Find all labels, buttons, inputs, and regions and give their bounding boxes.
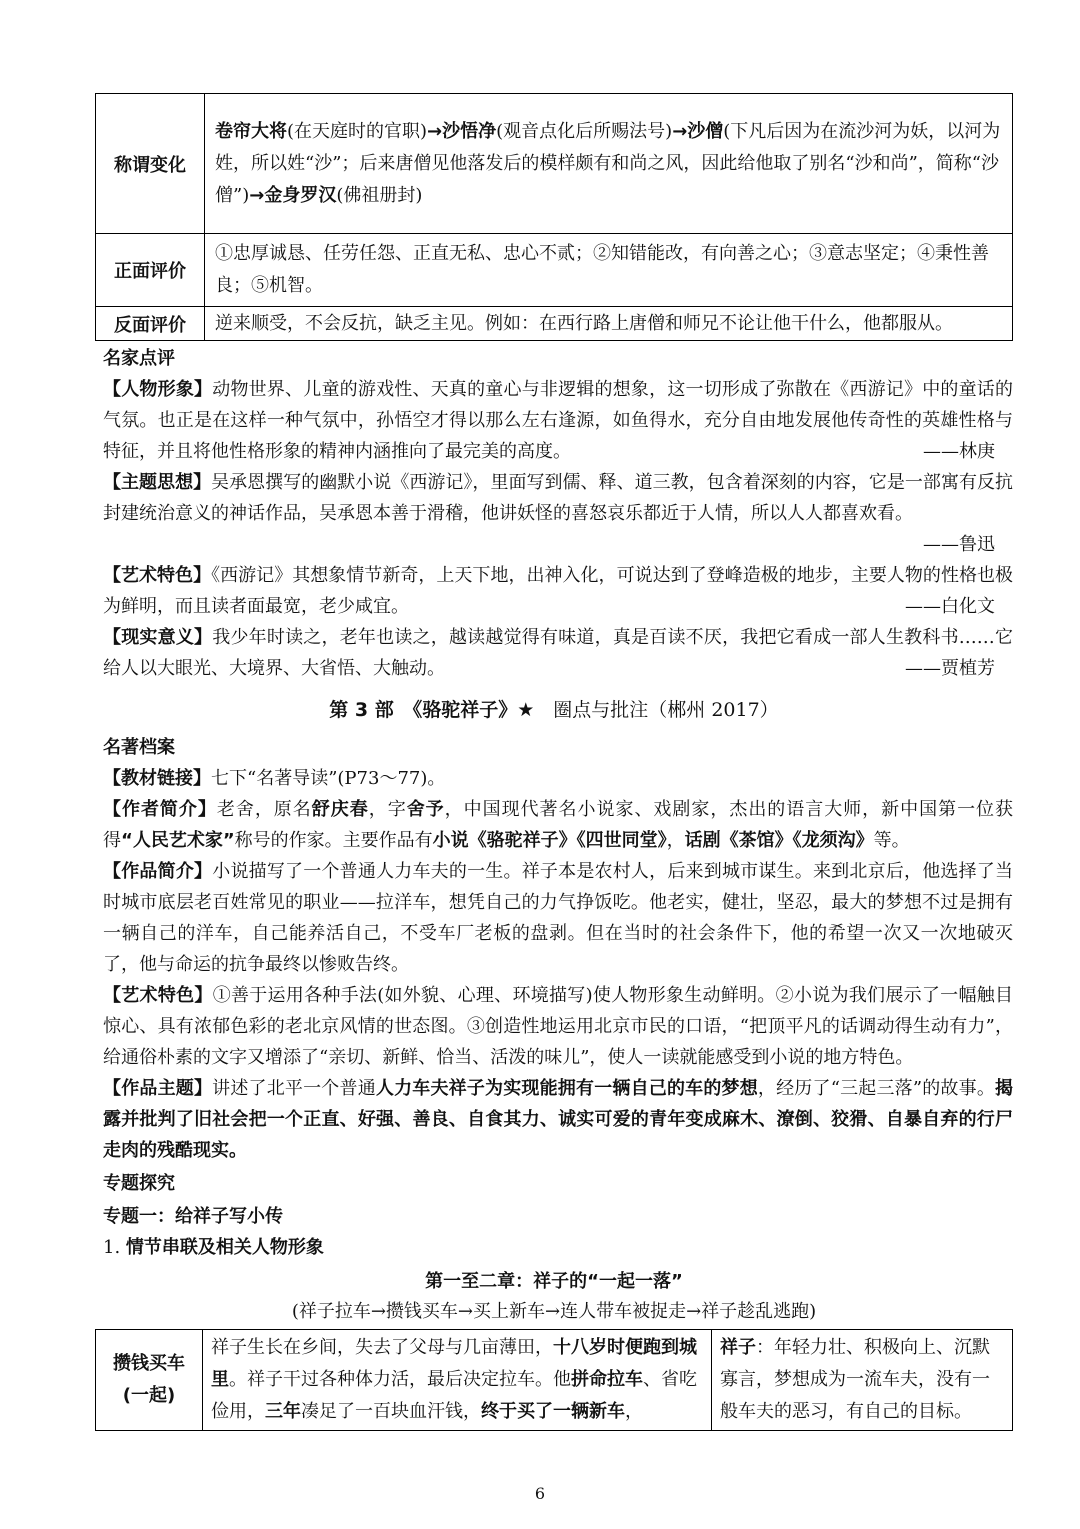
attribution: ——鲁迅 (923, 534, 995, 555)
text-segment: (观音点化后所赐法号) (496, 120, 673, 142)
row-head-titles: 称谓变化 (96, 94, 205, 234)
art-text: ①善于运用各种手法(如外貌、心理、环境描写)使人物形象生动鲜明。②小说为我们展示了一幅触目惊心、具有浓郁色彩的老北京风情的世态图。③创造性地运用北京市民的口语，“把顶平凡的话调动得生动有力”，给通俗朴素的文字又增添了“亲切、新鲜、恰当、活泼的味儿”，使人一读就能感受到小说的地方特色。 (103, 985, 1014, 1068)
bold-text-segment: 祥子 (720, 1337, 756, 1358)
table-row (96, 307, 1013, 341)
bold-text-segment: 话剧《茶馆》《龙须沟》 (684, 830, 874, 851)
bold-text-segment: →沙僧 (672, 120, 724, 142)
row-head-positive: 正面评价 (96, 234, 205, 307)
text-segment: 。祥子干过各种体力活，最后决定拉车。他 (229, 1369, 571, 1390)
work-theme (103, 1073, 1013, 1166)
text-segment: 祥子生长在乡间，失去了父母与几亩薄田， (211, 1337, 553, 1358)
archive-heading: 名著档案 (103, 737, 175, 758)
tag-label: 【作者简介】 (103, 799, 217, 820)
attribution: ——白化文 (905, 596, 995, 617)
text-segment: ，字 (368, 799, 407, 820)
plot-cell (203, 1330, 712, 1431)
character-cell (712, 1330, 1013, 1431)
text-segment: (在天庭时的官职) (287, 120, 428, 142)
bold-text-segment: 十八岁时便跑到城里 (211, 1337, 697, 1390)
bold-text-segment: 舒庆春 (311, 799, 369, 820)
critic-heading: 名家点评 (103, 348, 175, 369)
critic-text: 我少年时读之，老年也读之，越读越觉得有味道，真是百读不厌，我把它看成一部人生教科书……它给人以大眼光、大境界、大省悟、大触动。 (103, 627, 1013, 679)
tag-label: 【艺术特色】 (103, 985, 213, 1006)
critic-reality (103, 622, 1013, 684)
critic-character (103, 374, 1013, 467)
tag-label: 【艺术特色】 (103, 565, 212, 586)
subsection-title: 情节串联及相关人物形象 (125, 1237, 324, 1258)
critic-text: 《西游记》其想象情节新奇，上天下地，出神入化，可说达到了登峰造极的地步，主要人物的性格也极为鲜明，而且读者面最宽，老少咸宜。 (103, 565, 1014, 617)
critic-art (103, 560, 1013, 622)
tag-label: 【现实意义】 (103, 627, 213, 648)
table-row (96, 1330, 1013, 1431)
bold-text-segment: 人力车夫祥子为实现能拥有一辆自己的车的梦想 (375, 1078, 758, 1099)
bold-text-segment: 舍予 (406, 799, 445, 820)
text-segment: 讲述了北平一个普通 (212, 1078, 376, 1099)
negative-eval-cell: 逆来顺受，不会反抗，缺乏主见。例如：在西行路上唐僧和师兄不论让他干什么，他都服从。 (205, 307, 1013, 341)
attribution: ——林庚 (923, 441, 995, 462)
bold-text-segment: →金身罗汉 (249, 184, 337, 206)
author-intro (103, 794, 1013, 856)
part3-title (95, 690, 1013, 730)
bold-text-segment: 三年 (265, 1401, 301, 1422)
critic-theme (103, 467, 1013, 529)
tag-label: 【人物形象】 (103, 379, 213, 400)
link-text: 七下“名著导读”(P73～77)。 (211, 768, 446, 789)
part3-title-rest: 圈点与批注（郴州 2017） (534, 699, 779, 721)
subsection-1 (103, 1232, 1013, 1263)
plot-row-head (96, 1330, 203, 1431)
text-segment: 凑足了一百块血汗钱， (301, 1401, 481, 1422)
bold-text-segment: 揭露并批判了旧社会把一个正直、好强、善良、自食其力、诚实可爱的青年变成麻木、潦倒、狡猾、自暴自弃的行尸走肉的残酷现实。 (103, 1078, 1014, 1161)
chapter-title: 第一至二章：祥子的“一起一落” (425, 1271, 683, 1292)
bold-text-segment: “人民艺术家” (121, 830, 235, 851)
text-segment: ， (625, 1401, 643, 1422)
bold-text-segment: 拼命拉车 (571, 1369, 643, 1390)
tag-label: 【作品主题】 (103, 1078, 213, 1099)
author-text (103, 799, 1013, 851)
text-segment: 称号的作家。主要作品有 (234, 830, 433, 851)
table-row (96, 234, 1013, 307)
page-content (95, 93, 1013, 1431)
tag-label: 【主题思想】 (103, 472, 212, 493)
row-head-negative: 反面评价 (96, 307, 205, 341)
attribution: ——贾植芳 (905, 658, 995, 679)
table-row (96, 94, 1013, 234)
positive-eval-cell: ①忠厚诚恳、任劳任怨、正直无私、忠心不贰；②知错能改，有向善之心；③意志坚定；④秉性善良；⑤机智。 (205, 234, 1013, 307)
sha-seng-table (95, 93, 1013, 341)
tag-label: 【教材链接】 (103, 768, 211, 789)
text-segment: ：年轻力壮、积极向上、沉默寡言，梦想成为一流车夫，没有一般车夫的恶习，有自己的目标。 (720, 1337, 990, 1422)
theme-text (103, 1078, 1013, 1161)
critic-text: 动物世界、儿童的游戏性、天真的童心与非逻辑的想象，这一切形成了弥散在《西游记》中的童话的气氛。也正是在这样一种气氛中，孙悟空才得以那么左右逢源，如鱼得水，充分自由地发展他传奇性的英雄性格与特征，并且将他性格形象的精神内涵推向了最完美的高度。 (103, 379, 1014, 462)
work-text: 小说描写了一个普通人力车夫的一生。祥子本是农村人，后来到城市谋生。来到北京后，他选择了当时城市底层老百姓常见的职业——拉洋车，想凭自己的力气挣饭吃。他老实，健壮，坚忍，最大的梦想不过是拥有一辆自己的洋车，自己能养活自己，不受车厂老板的盘剥。但在当时的社会条件下，他的希望一次又一次地破灭了，他与命运的抗争最终以惨败告终。 (103, 861, 1014, 975)
part3-title-bold: 第 3 部 《骆驼祥子》★ (329, 699, 535, 721)
subsection-number: 1. (103, 1237, 121, 1258)
text-segment: 等。 (873, 830, 910, 851)
tag-label: 【作品简介】 (103, 861, 213, 882)
bold-text-segment: →沙悟净 (427, 120, 497, 142)
text-segment: ， (666, 830, 685, 851)
plot-row-head-line2: (一起) (122, 1385, 176, 1406)
page-number: 6 (534, 1484, 546, 1503)
topic1-heading: 专题一：给祥子写小传 (103, 1206, 283, 1227)
text-segment: (下凡后因为在流沙河为妖，以河为 姓，所以姓“沙”；后来唐僧见他落发后的模样颇有和尚之风，因此给他取了别名“沙和尚”，简称“沙僧”) (215, 120, 1001, 206)
work-intro (103, 856, 1013, 980)
text-segment: ，经历了“三起三落”的故事。 (757, 1078, 996, 1099)
art-features (103, 980, 1013, 1073)
plot-table (95, 1329, 1013, 1431)
textbook-link (103, 763, 1013, 794)
bold-text-segment: 终于买了一辆新车 (481, 1401, 625, 1422)
text-segment: ，中国现代著名小说家、戏剧家，杰出的语言大师，新中国第一位获得 (103, 799, 1014, 851)
text-segment: (佛祖册封) (336, 184, 423, 206)
text-segment: 、省吃俭用， (211, 1369, 697, 1422)
chapter-summary: (祥子拉车→攒钱买车→买上新车→连人带车被捉走→祥子趁乱逃跑) (291, 1301, 817, 1322)
bold-text-segment: 小说《骆驼祥子》《四世同堂》 (432, 830, 667, 851)
explore-heading: 专题探究 (103, 1173, 175, 1194)
critic-text: 吴承恩撰写的幽默小说《西游记》，里面写到儒、释、道三教，包含着深刻的内容，它是一部寓有反抗封建统治意义的神话作品，吴承恩本善于滑稽，他讲妖怪的喜怒哀乐都近于人情，所以人人都喜欢看。 (103, 472, 1014, 524)
text-segment: 老舍，原名 (216, 799, 312, 820)
plot-row-head-line1: 攒钱买车 (113, 1353, 185, 1374)
titles-change-cell (205, 94, 1013, 234)
bold-text-segment: 卷帘大将 (215, 120, 287, 142)
